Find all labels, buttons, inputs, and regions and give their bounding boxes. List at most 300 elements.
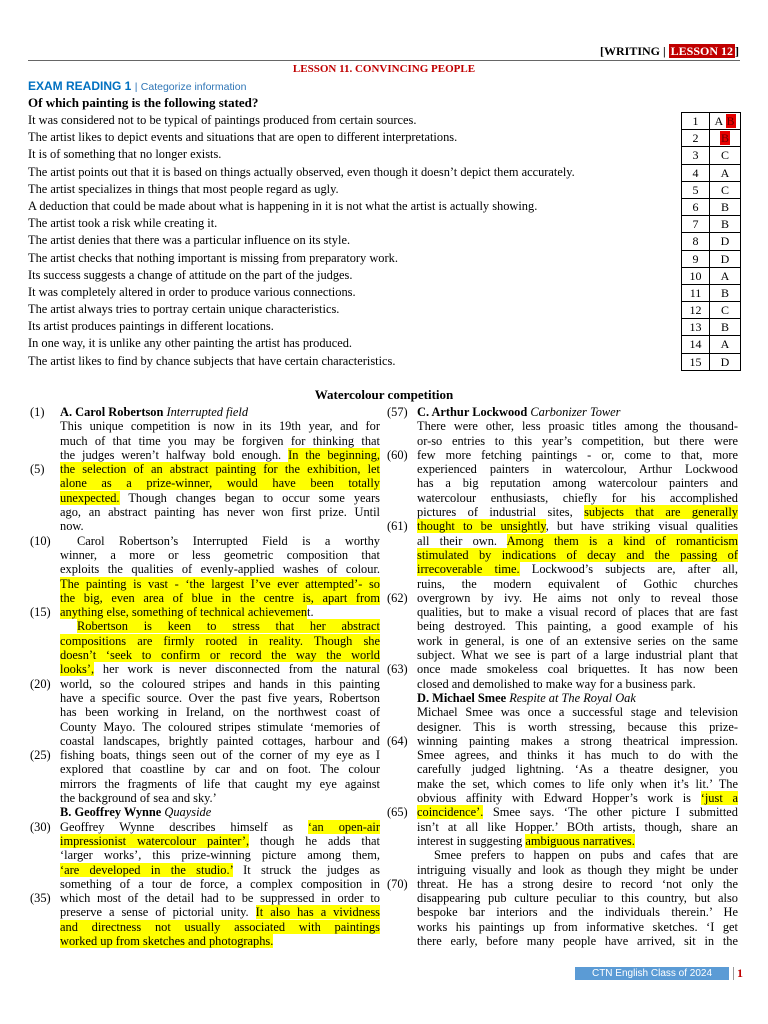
line-text [417, 848, 738, 862]
text-line [387, 877, 739, 891]
line-text [60, 462, 380, 476]
text-run: Michael Smee was once a successful stage and television [417, 705, 738, 720]
page-footer [575, 964, 743, 982]
line-number: (20) [30, 676, 51, 691]
highlighted-text: ‘just a [700, 791, 738, 806]
text-run: Smee agrees, and thinks it has much to do with the [417, 748, 738, 763]
answer-row [682, 199, 740, 216]
text-line [30, 905, 382, 919]
line-text [417, 462, 738, 476]
text-line [387, 905, 739, 919]
line-text [60, 634, 380, 648]
text-line [387, 605, 739, 619]
artist-name: A. Carol Robertson [60, 405, 164, 419]
text-line [387, 534, 739, 548]
text-line [387, 419, 739, 433]
line-number: (1) [30, 405, 45, 419]
statement: The artist denies that there was a particular influence on its style. [28, 233, 351, 248]
text-run: mirrors the fragments of life that caught my eye against [60, 776, 380, 791]
statement: The artist specializes in things that most people regard as ugly. [28, 181, 339, 196]
line-text [60, 934, 380, 948]
text-line [387, 662, 739, 676]
line-text [417, 591, 738, 605]
text-run: This unique competition is now in its 19th year, and for [60, 419, 380, 434]
answer-value [710, 113, 740, 129]
answer-letter: D [720, 251, 730, 266]
answer-letter: D [720, 234, 730, 249]
text-run: ruins, the modern equivalent of Gothic churches [417, 576, 738, 591]
highlighted-text: worked up from sketches and photographs. [60, 933, 274, 948]
statement: In one way, it is unlike any other painting the artist has produced. [28, 336, 353, 351]
answer-number: 6 [682, 199, 710, 215]
text-line [387, 491, 739, 505]
answer-letter: A [714, 114, 723, 128]
text-run: pictures of industrial sites, [417, 505, 585, 520]
answer-row [682, 302, 740, 319]
line-text [60, 405, 380, 419]
line-text [417, 519, 738, 533]
text-line [387, 777, 739, 791]
answer-letter: B [720, 199, 729, 214]
artist-name: C. Arthur Lockwood [417, 405, 528, 419]
text-line [387, 677, 739, 691]
line-text [60, 562, 380, 576]
answer-row [682, 354, 740, 371]
exam-task: Categorize information [140, 81, 247, 93]
text-line [30, 634, 382, 648]
line-number: (70) [387, 876, 408, 891]
page-number: 1 [733, 967, 743, 980]
highlighted-text: Among them is a kind of romanticism [506, 533, 738, 548]
answer-value [710, 319, 740, 335]
highlighted-text: and directness not usually associated with paintings [60, 919, 380, 934]
line-text [60, 491, 380, 505]
answer-value [710, 147, 740, 163]
highlighted-text: looks’, [60, 662, 95, 677]
text-line [30, 791, 382, 805]
text-run: Smee prefers to happen on pubs and cafes that are [434, 848, 738, 863]
line-text [60, 648, 380, 662]
text-run: work in general, is one of an extensive series on the same [417, 633, 738, 648]
text-line [387, 548, 739, 562]
answer-value [710, 165, 740, 181]
answer-value [710, 285, 740, 301]
line-text [417, 748, 738, 762]
line-text [60, 863, 380, 877]
line-text [60, 662, 380, 676]
text-run: Carol Robertson’s Interrupted Field is a worthy [77, 533, 380, 548]
text-line [30, 462, 382, 476]
text-run: once made smokeless coal briquettes. It has now been [417, 662, 738, 677]
line-text [60, 419, 380, 433]
text-line [30, 677, 382, 691]
line-text [417, 705, 738, 719]
line-text [417, 734, 738, 748]
exam-separator: | [134, 81, 138, 93]
line-text [417, 805, 738, 819]
text-run: carefully judged lightning. ‘As a theatre designer, you [417, 762, 738, 777]
answer-row [682, 147, 740, 164]
line-text [417, 619, 738, 633]
highlighted-text: ‘an open-air [307, 819, 380, 834]
text-line [387, 505, 739, 519]
highlighted-text: ‘are developed in the studio.’ [60, 862, 233, 877]
text-line [387, 577, 739, 591]
article-title: Watercolour competition [314, 387, 454, 402]
text-line [387, 891, 739, 905]
highlighted-text: the selection of an abstract painting for the exhibition, let [60, 462, 380, 477]
answer-key-table [681, 112, 741, 371]
answer-number: 5 [682, 182, 710, 198]
text-line [387, 448, 739, 462]
painting-heading [30, 405, 382, 419]
line-text [60, 805, 380, 819]
line-text [60, 720, 380, 734]
answer-row [682, 182, 740, 199]
highlighted-text: stimulated by indications of decay and the passing of [417, 547, 738, 562]
answer-number: 15 [682, 354, 710, 370]
line-number: (10) [30, 533, 51, 548]
text-run: watercolour enthusiasts, chiefly for his accomplished [417, 490, 738, 505]
text-run: threat. He has a strong desire to record ‘not only the [417, 876, 738, 891]
answer-row [682, 336, 740, 353]
highlighted-text: ambiguous narratives. [525, 833, 635, 848]
line-text [417, 562, 738, 576]
text-line [387, 476, 739, 490]
statement: It was completely altered in order to produce various connections. [28, 284, 356, 299]
line-text [60, 619, 380, 633]
text-run: County Mayo. The coloured stripes stimulate ‘memories of [60, 719, 380, 734]
answer-row [682, 251, 740, 268]
text-run: have a specific source. Over the past five years, Robertson [60, 690, 380, 705]
line-text [417, 505, 738, 519]
line-text [417, 934, 738, 948]
painting-heading [387, 691, 739, 705]
exam-heading [28, 79, 246, 95]
text-line [387, 734, 739, 748]
answer-letter: D [720, 354, 730, 369]
answer-row [682, 216, 740, 233]
text-line [30, 777, 382, 791]
line-text [417, 877, 738, 891]
statement: It was considered not to be typical of paintings produced from certain sources. [28, 113, 417, 127]
answer-correction-flag: B [720, 131, 729, 146]
line-text [60, 834, 380, 848]
line-number: (5) [30, 462, 45, 477]
text-line [30, 619, 382, 633]
line-text [417, 605, 738, 619]
artist-name: D. Michael Smee [417, 690, 507, 705]
text-line [30, 891, 382, 905]
line-text [60, 762, 380, 776]
text-run: now. [60, 519, 84, 534]
article-column-right [387, 405, 739, 948]
text-run: Lockwood’s subjects are, after all, [519, 562, 738, 577]
highlighted-text: subjects that are generally [584, 505, 738, 520]
line-text [417, 762, 738, 776]
text-run: bespoke bar interiors and the individuals therein.’ He [417, 905, 738, 920]
answer-row [682, 285, 740, 302]
text-line [30, 748, 382, 762]
text-run: has a big reputation among watercolour painters and [417, 476, 738, 491]
text-line [30, 834, 382, 848]
line-number: (64) [387, 733, 408, 748]
line-text [417, 648, 738, 662]
answer-letter: A [720, 337, 730, 352]
painting-title: Respite at The Royal Oak [509, 690, 636, 705]
text-line [30, 534, 382, 548]
lesson-title: LESSON 11. CONVINCING PEOPLE [292, 63, 476, 75]
text-line [387, 720, 739, 734]
text-line [30, 562, 382, 576]
text-line [30, 476, 382, 490]
line-text [60, 748, 380, 762]
line-text [60, 820, 380, 834]
text-run: there early, before many people have arrived, sit in the [417, 933, 738, 948]
line-text [417, 691, 738, 705]
line-number: (65) [387, 805, 408, 820]
highlighted-text: In the beginning, [288, 447, 380, 462]
text-line [387, 705, 739, 719]
line-text [60, 434, 380, 448]
text-run: has been working in Ireland, on the northwest coast of [60, 705, 380, 720]
text-line [30, 505, 382, 519]
line-text [417, 634, 738, 648]
line-text [417, 476, 738, 490]
answer-row [682, 268, 740, 285]
text-run: closed and demolished to make way for a business park. [417, 676, 696, 691]
line-text [417, 720, 738, 734]
line-text [60, 877, 380, 891]
text-run: preserve a sense of pictorial unity. [60, 905, 256, 920]
text-run: overgrown by ivy. He aims not only to reveal those [417, 590, 738, 605]
text-line [30, 662, 382, 676]
text-run: designer. This is worth stressing, because this prize- [417, 719, 738, 734]
text-run: the background of sea and sky.’ [60, 791, 217, 806]
text-run: works his paintings up from informative sketches. ‘I get [417, 919, 738, 934]
lesson-badge: LESSON 12 [670, 44, 733, 58]
text-run: being destroyed. This painting, a good example of his [417, 619, 738, 634]
text-line [30, 720, 382, 734]
line-text [417, 834, 738, 848]
line-text [60, 777, 380, 791]
line-number: (25) [30, 748, 51, 763]
answer-number: 8 [682, 233, 710, 249]
answer-number: 4 [682, 165, 710, 181]
text-run: which most of the detail had to be suppressed in order to [60, 891, 380, 906]
text-run: isn’t at all like Hopper.’ BOth artists, though, share an [417, 819, 738, 834]
text-line [30, 848, 382, 862]
text-run: coastal landscapes, brightly painted cottages, harbour and [60, 733, 380, 748]
line-number: (35) [30, 891, 51, 906]
text-run: though he adds that [249, 833, 380, 848]
statement: Its success suggests a change of attitude on the part of the judges. [28, 267, 353, 282]
text-run: or-so entries to this year’s competition, but there were [417, 433, 738, 448]
line-text [417, 434, 738, 448]
line-number: (30) [30, 819, 51, 834]
line-text [60, 577, 380, 591]
line-number: (60) [387, 447, 408, 462]
painting-heading [387, 405, 739, 419]
text-run: exploits the qualities of evenly-applied washes of colour. [60, 562, 380, 577]
text-line [30, 448, 382, 462]
text-run: few more fetching paintings - or, come to that, more [417, 447, 738, 462]
line-text [417, 534, 738, 548]
line-text [60, 505, 380, 519]
highlighted-text: Robertson is keen to stress that her abstract [77, 619, 380, 634]
text-line [387, 634, 739, 648]
answer-value [710, 216, 740, 232]
answer-letter: A [720, 165, 730, 180]
text-line [30, 934, 382, 948]
answer-value [710, 199, 740, 215]
text-line [30, 577, 382, 591]
answer-row [682, 130, 740, 147]
line-text [60, 920, 380, 934]
line-text [417, 577, 738, 591]
answer-value [710, 302, 740, 318]
answer-number: 7 [682, 216, 710, 232]
painting-title: Interrupted field [166, 405, 249, 419]
text-run: the judges weren’t halfway bold enough. [60, 447, 289, 462]
text-line [387, 834, 739, 848]
line-text [417, 820, 738, 834]
line-text [60, 548, 380, 562]
line-text [417, 548, 738, 562]
text-line [387, 820, 739, 834]
text-run: Though changes began to occur some years [119, 490, 380, 505]
artist-name: B. Geoffrey Wynne [60, 805, 162, 820]
text-line [30, 877, 382, 891]
statement: A deduction that could be made about what is happening in it is not what the artist is actually showing. [28, 198, 538, 213]
answer-value [710, 233, 740, 249]
statement: It is of something that no longer exists. [28, 147, 222, 162]
highlighted-text: alone as a prize-winner, would have been totally [60, 476, 380, 491]
text-line [387, 562, 739, 576]
text-line [30, 605, 382, 619]
answer-number: 11 [682, 285, 710, 301]
highlighted-text: the big, even area of blue in the centre is, apart from [60, 590, 380, 605]
text-run: something of a tour de force, a complex composition in [60, 876, 380, 891]
text-line [30, 419, 382, 433]
line-text [417, 662, 738, 676]
line-text [417, 419, 738, 433]
answer-number: 13 [682, 319, 710, 335]
statement: Its artist produces paintings in different locations. [28, 319, 274, 334]
text-line [30, 920, 382, 934]
line-text [60, 705, 380, 719]
highlighted-text: It also has a vividness [255, 905, 380, 920]
text-line [30, 863, 382, 877]
text-run: qualities, but to make a visual record of places that are fast [417, 605, 738, 620]
line-text [60, 691, 380, 705]
line-text [60, 534, 380, 548]
answer-letter: B [720, 285, 729, 300]
answer-letter: C [720, 182, 729, 197]
text-run: Smee says. ‘The other picture I submitted [483, 805, 738, 820]
answer-row [682, 165, 740, 182]
answer-number: 14 [682, 336, 710, 352]
text-line [30, 548, 382, 562]
highlighted-text: irrecoverable time. [417, 562, 520, 577]
line-text [60, 677, 380, 691]
text-run: her work is never disconnected from the natural [94, 662, 380, 677]
line-text [417, 677, 738, 691]
text-run: ‘larger works’, this prize-winning picture among them, [60, 848, 380, 863]
line-text [60, 734, 380, 748]
text-line [30, 434, 382, 448]
statement: The artist likes to find by chance subjects that have certain characteristics. [28, 353, 396, 368]
answer-letter: B [720, 320, 729, 335]
painting-heading [30, 805, 382, 819]
text-run: winner, a more or less geometric composition that [60, 547, 380, 562]
line-text [60, 519, 380, 533]
statement: The artist likes to depict events and situations that are open to different interpretations. [28, 130, 458, 145]
text-line [387, 462, 739, 476]
text-run: explored that coastline by car and on foot. The colour [60, 762, 380, 777]
highlighted-text: thought to be unsightly [417, 519, 546, 534]
answer-value [710, 130, 740, 146]
text-run: winning painting makes a strong theatrical impression. [417, 733, 738, 748]
highlighted-text: coincidence’. [417, 805, 484, 820]
line-text [60, 448, 380, 462]
text-run: world, so the coloured stripes and hands in this painting [60, 676, 380, 691]
line-text [417, 891, 738, 905]
text-line [387, 748, 739, 762]
answer-number: 1 [682, 113, 710, 129]
line-text [417, 905, 738, 919]
question-prompt: Of which painting is the following stated? [28, 95, 259, 110]
text-line [30, 734, 382, 748]
text-line [30, 491, 382, 505]
text-line [387, 805, 739, 819]
line-number: (61) [387, 519, 408, 534]
line-text [417, 863, 738, 877]
statement: The artist points out that it is based on things actually observed, even though it doesn’t depict them accurately. [28, 164, 575, 179]
statement-list [28, 112, 673, 370]
line-text [60, 791, 380, 805]
text-run: all their own. [417, 533, 507, 548]
line-number: (62) [387, 590, 408, 605]
line-text [417, 791, 738, 805]
text-line [387, 863, 739, 877]
line-text [60, 848, 380, 862]
highlighted-text: doesn’t ‘seek to confirm or record the way the world [60, 648, 380, 663]
answer-row [682, 113, 740, 130]
answer-number: 3 [682, 147, 710, 163]
line-text [60, 891, 380, 905]
answer-value [710, 182, 740, 198]
header-bracket: ] [735, 44, 739, 58]
class-label: CTN English Class of 2024 [575, 967, 729, 980]
text-run: , but have striking visual qualities [545, 519, 739, 534]
text-run: much of that time you may be forgiven for thinking that [60, 433, 380, 448]
text-line [30, 591, 382, 605]
answer-letter: A [720, 268, 730, 283]
answer-row [682, 319, 740, 336]
text-run: interest in suggesting [417, 833, 526, 848]
text-line [387, 934, 739, 948]
line-text [60, 905, 380, 919]
line-text [417, 920, 738, 934]
text-line [387, 848, 739, 862]
lesson-header [600, 44, 739, 58]
line-text [417, 491, 738, 505]
statement: The artist took a risk while creating it. [28, 216, 218, 231]
answer-letter: C [720, 148, 729, 163]
text-line [30, 762, 382, 776]
exam-label: EXAM READING 1 [28, 79, 132, 93]
